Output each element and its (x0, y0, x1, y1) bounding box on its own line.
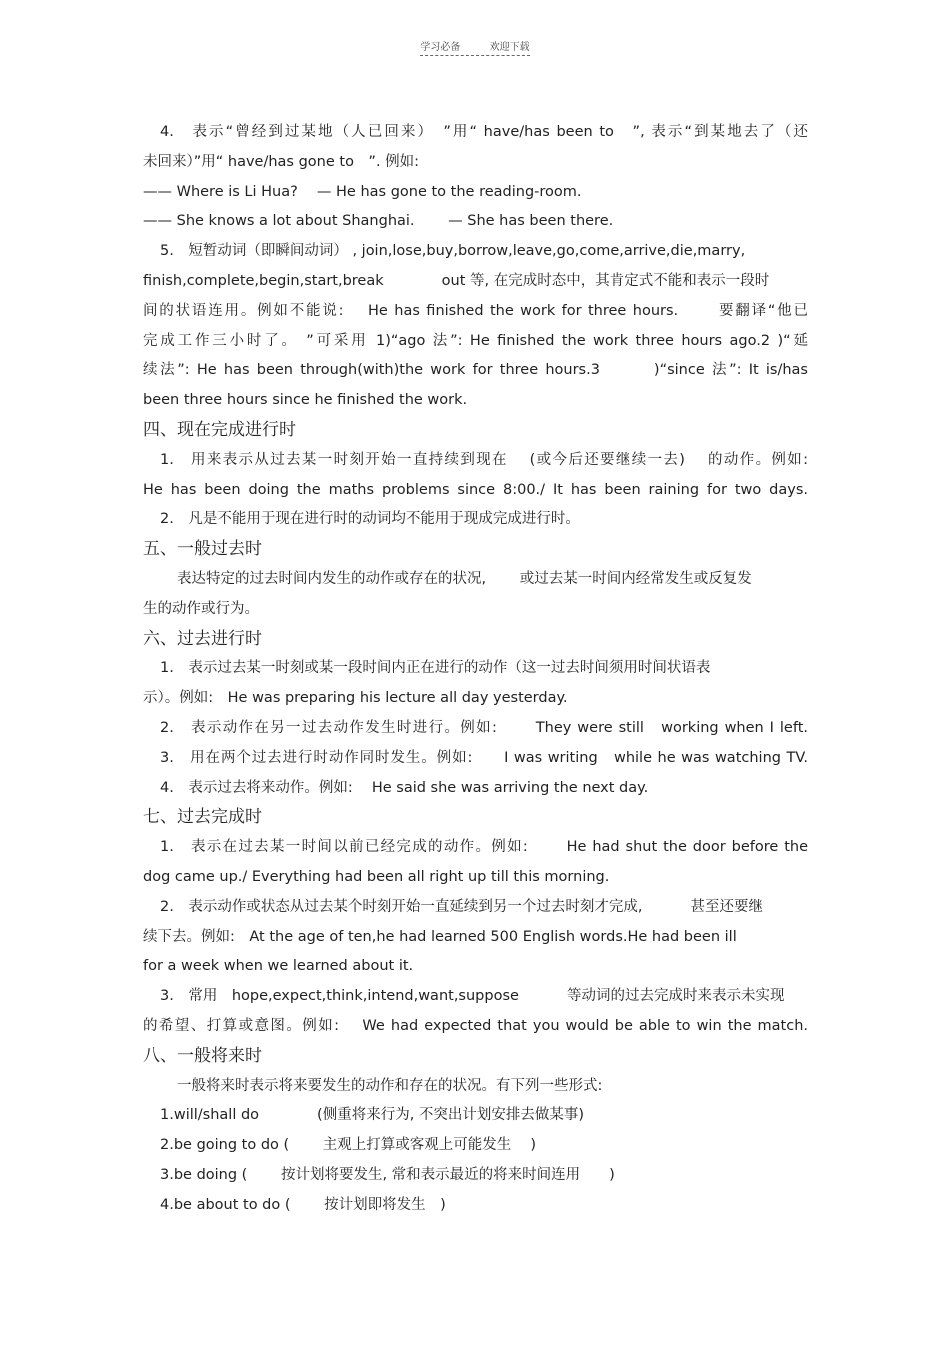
header-divider (420, 55, 530, 56)
text-line: 1. 表示在过去某一时间以前已经完成的动作。例如: He had shut the door before the (160, 839, 808, 856)
text-line: 3. 用在两个过去进行时动作同时发生。例如: I was writing while he was watching TV. (160, 749, 808, 766)
section-heading: 六、过去进行时 (143, 628, 262, 649)
text-line: 续法”: He has been through(with)the work for three hours.3 )“since 法”: It is/has (143, 362, 808, 379)
text-line: 5. 短暂动词（即瞬间动词） , join,lose,buy,borrow,leave,go,come,arrive,die,marry, (160, 243, 746, 260)
text-line: dog came up./ Everything had been all right up till this morning. (143, 868, 610, 885)
section-heading: 七、过去完成时 (143, 807, 262, 828)
text-line: He has been doing the maths problems since 8:00./ It has been raining for two days. (143, 481, 808, 498)
text-line: 续下去。例如: At the age of ten,he had learned 500 English words.He had been ill (143, 928, 737, 945)
section-heading: 四、现在完成进行时 (143, 419, 296, 440)
text-line: finish,complete,begin,start,break out 等, 在完成时态中，其肯定式不能和表示一段时 (143, 272, 770, 289)
section-heading: 五、一般过去时 (143, 539, 262, 560)
text-line: been three hours since he finished the work. (143, 392, 468, 409)
text-line: 4.be about to do ( 按计划即将发生 ) (160, 1196, 446, 1213)
text-line: 4. 表示“曾经到过某地（人已回来） ”用“ have/has been to ”, 表示“到某地去了（还 (160, 124, 808, 140)
text-line: for a week when we learned about it. (143, 958, 414, 975)
text-line: 完成工作三小时了。 ”可采用 1)“ago 法”: He finished the work three hours ago.2 )“延 (143, 332, 808, 349)
text-line: 2. 表示动作或状态从过去某个时刻开始一直延续到另一个过去时刻才完成, 甚至还要继 (160, 898, 764, 915)
text-line: 2.be going to do ( 主观上打算或客观上可能发生 ) (160, 1137, 537, 1154)
text-line: 生的动作或行为。 (143, 600, 259, 617)
text-line: 1. 表示过去某一时刻或某一段时间内正在进行的动作（这一过去时间须用时间状语表 (160, 660, 711, 677)
header-left-text: 学习必备 (420, 42, 461, 53)
text-line: 3.be doing ( 按计划将要发生, 常和表示最近的将来时间连用 ) (160, 1166, 615, 1183)
text-line: 1.will/shall do (侧重将来行为, 不突出计划安排去做某事) (160, 1107, 585, 1124)
text-line: 1. 用来表示从过去某一时刻开始一直持续到现在 (或今后还要继续一去) 的动作。例如: (160, 451, 808, 468)
text-line: 2. 凡是不能用于现在进行时的动词均不能用于现成完成进行时。 (160, 511, 580, 528)
document-body (143, 118, 808, 1220)
text-line: 一般将来时表示将来要发生的动作和存在的状况。有下列一些形式: (177, 1077, 603, 1094)
page-header (0, 38, 950, 53)
text-line: 间的状语连用。例如不能说: He has finished the work for three hours. 要翻译“他已 (143, 302, 808, 319)
text-line: 未回来）”用“ have/has gone to ”. 例如: (143, 153, 420, 170)
text-line: 示）。例如: He was preparing his lecture all day yesterday. (143, 690, 568, 707)
text-line: 3. 常用 hope,expect,think,intend,want,suppose 等动词的过去完成时来表示未实现 (160, 988, 785, 1005)
text-line: 表达特定的过去时间内发生的动作或存在的状况, 或过去某一时间内经常发生或反复发 (177, 570, 752, 587)
text-line: 4. 表示过去将来动作。例如: He said she was arriving the next day. (160, 779, 649, 796)
text-line: —— She knows a lot about Shanghai. — She has been there. (143, 213, 614, 230)
section-heading: 八、一般将来时 (143, 1045, 262, 1066)
text-line: 2. 表示动作在另一过去动作发生时进行。例如: They were still working when I left. (160, 719, 808, 736)
text-line: —— Where is Li Hua? — He has gone to the reading-room. (143, 183, 582, 200)
header-right-text: 欢迎下载 (489, 42, 530, 53)
text-line: 的希望、打算或意图。例如: We had expected that you would be able to win the match. (143, 1017, 808, 1034)
